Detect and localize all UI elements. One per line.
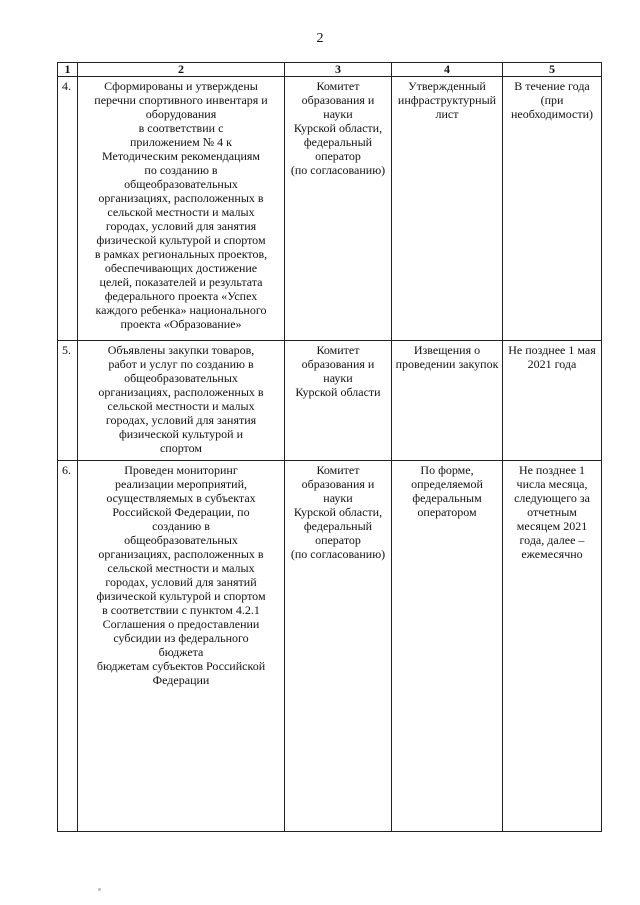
- column-header-4: 4: [392, 63, 503, 77]
- row-number: 4.: [58, 77, 78, 341]
- deadline: В течение года (при необходимости): [503, 77, 602, 341]
- column-header-3: 3: [285, 63, 392, 77]
- row-number: 5.: [58, 341, 78, 461]
- row-number: 6.: [58, 461, 78, 832]
- measure-description: Проведен мониторинг реализации мероприятий, осуществляемых в субъектах Российской Федерации, по созданию в общеобразовательных организациях, расположенных в сельской местности и малых городах, условий для занятий физической культурой и спортом в соответствии с пунктом 4.2.1 Соглашения о предоставлении субсидии из федерального бюджета бюджетам субъектов Российской Федерации: [78, 461, 285, 832]
- responsible-executor: Комитет образования и науки Курской области, федеральный оператор (по согласованию): [285, 77, 392, 341]
- scan-speck: [98, 888, 101, 891]
- result-document: Утвержденный инфраструктурный лист: [392, 77, 503, 341]
- table-row: [58, 77, 602, 341]
- measures-table: [57, 62, 602, 832]
- responsible-executor: Комитет образования и науки Курской области, федеральный оператор (по согласованию): [285, 461, 392, 832]
- result-document: По форме, определяемой федеральным оператором: [392, 461, 503, 832]
- result-document: Извещения о проведении закупок: [392, 341, 503, 461]
- measure-description: Объявлены закупки товаров, работ и услуг по созданию в общеобразовательных организациях, расположенных в сельской местности и малых городах, условий для занятия физической культурой и спортом: [78, 341, 285, 461]
- measure-description: Сформированы и утверждены перечни спортивного инвентаря и оборудования в соответствии с приложением № 4 к Методическим рекомендациям по созданию в общеобразовательных организациях, расположенных в сельской местности и малых городах, условий для занятия физической культурой и спортом в рамках региональных проектов, обеспечивающих достижение целей, показателей и результата федерального проекта «Успех каждого ребенка» национального проекта «Образование»: [78, 77, 285, 341]
- table-row: [58, 461, 602, 832]
- table-header-row: [58, 63, 602, 77]
- column-header-2: 2: [78, 63, 285, 77]
- column-header-5: 5: [503, 63, 602, 77]
- deadline: Не позднее 1 мая 2021 года: [503, 341, 602, 461]
- page-number: 2: [316, 31, 324, 46]
- responsible-executor: Комитет образования и науки Курской области: [285, 341, 392, 461]
- deadline: Не позднее 1 числа месяца, следующего за отчетным месяцем 2021 года, далее – ежемесячно: [503, 461, 602, 832]
- column-header-1: 1: [58, 63, 78, 77]
- table-row: [58, 341, 602, 461]
